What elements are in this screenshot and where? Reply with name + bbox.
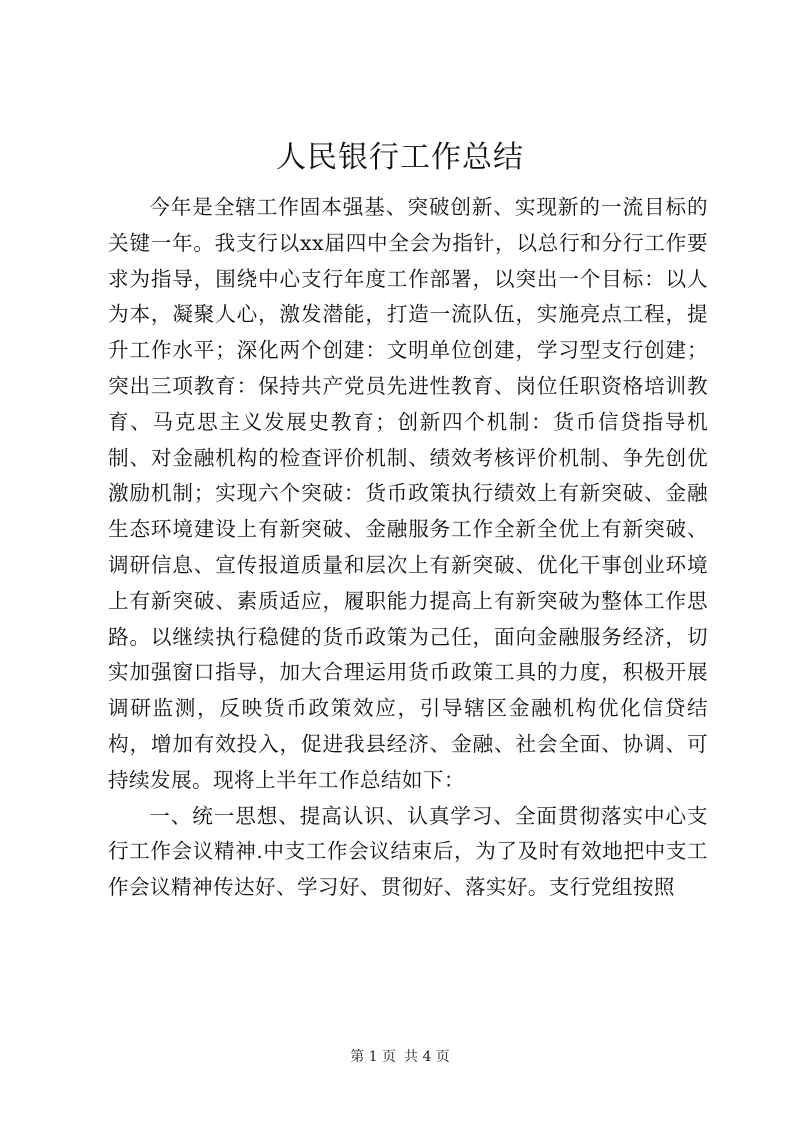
body-paragraph: 今年是全辖工作固本强基、突破创新、实现新的一流目标的关键一年。我支行以xx届四中全会为指针，以总行和分行工作要求为指导，围绕中心支行年度工作部署，以突出一个目标：以人为本，凝聚人心，激发潜能，打造一流队伍，实施亮点工程，提升工作水平；深化两个创建：文明单位创建，学习型支行创建；突出三项教育：保持共产党员先进性教育、岗位任职资格培训教育、马克思主义发展史教育；创新四个机制：货币信贷指导机制、对金融机构的检查评价机制、绩效考核评价机制、争先创优激励机制；实现六个突破：货币政策执行绩效上有新突破、金融生态环境建设上有新突破、金融服务工作全新全优上有新突破、调研信息、宣传报道质量和层次上有新突破、优化干事创业环境上有新突破、素质适应，履职能力提高上有新突破为整体工作思路。以继续执行稳健的货币政策为己任，面向金融服务经济，切实加强窗口指导，加大合理运用货币政策工具的力度，积极开展调研监测，反映货币政策效应，引导辖区金融机构优化信贷结构，增加有效投入，促进我县经济、金融、社会全面、协调、可持续发展。现将上半年工作总结如下： (108, 195, 708, 792)
document-body (108, 190, 708, 906)
document-title: 人民银行工作总结 (276, 140, 524, 175)
page-number: 第 1 页 (350, 1049, 396, 1065)
page-footer (0, 1047, 800, 1067)
body-paragraph: 一、统一思想、提高认识、认真学习、全面贯彻落实中心支行工作会议精神.中支工作会议结束后，为了及时有效地把中支工作会议精神传达好、学习好、贯彻好、落实好。支行党组按照 (108, 803, 708, 900)
page-total: 共 4 页 (404, 1049, 450, 1065)
